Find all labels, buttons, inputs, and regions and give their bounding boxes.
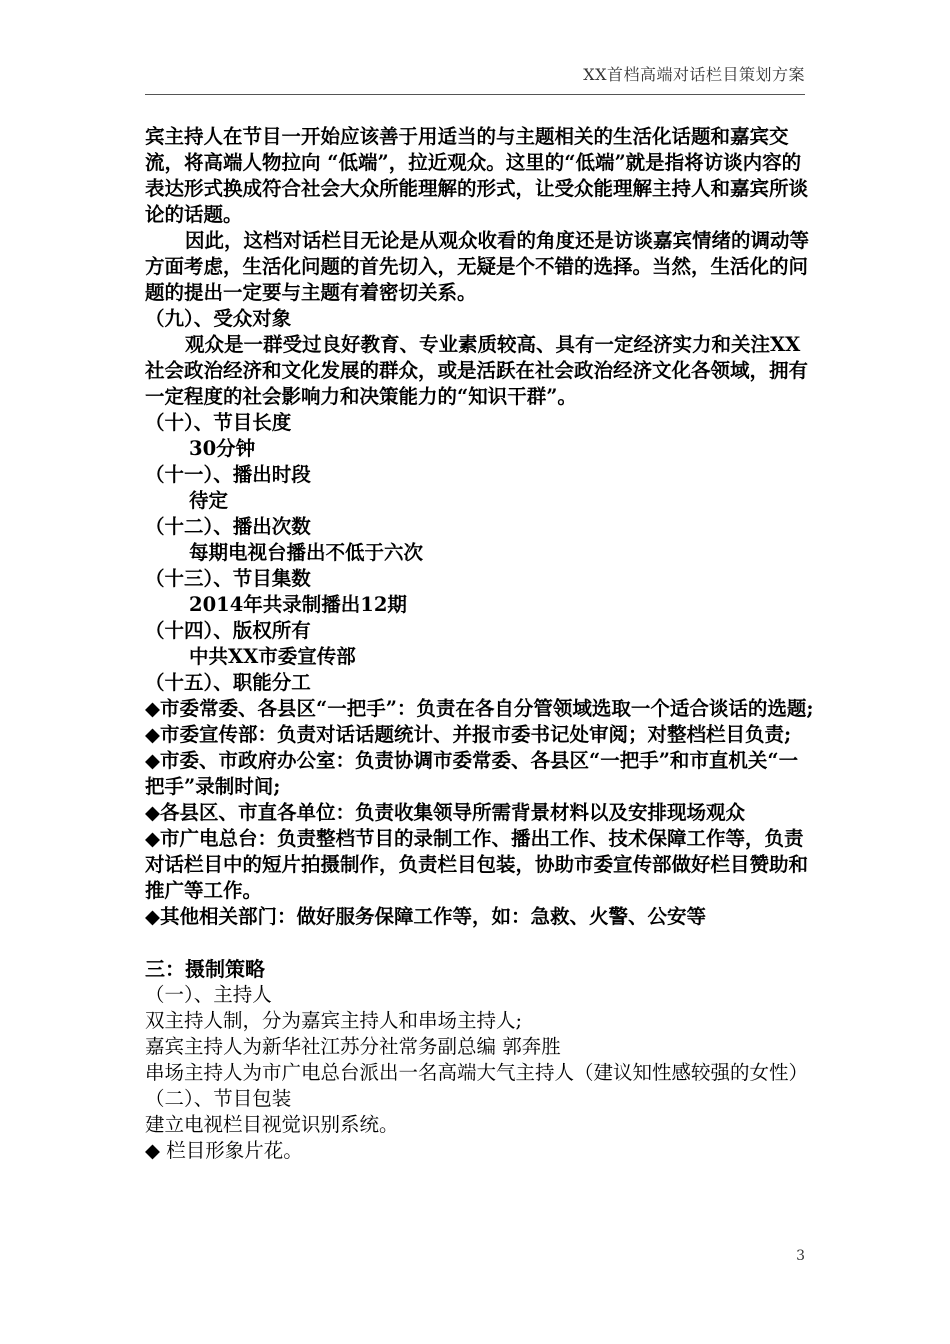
section-12-title: （十二）、播出次数 <box>145 515 311 538</box>
page-content <box>145 124 815 1164</box>
paragraph-2: 因此，这档对话栏目无论是从观众收看的角度还是访谈嘉宾情绪的调动等方面考虑，生活化问题的首先切入，无疑是个不错的选择。当然，生活化的问题的提出一定要与主题有着密切关系。 <box>145 229 810 304</box>
duty-item: ◆市广电总台：负责整档节目的录制工作、播出工作、技术保障工作等，负责对话栏目中的短片拍摄制作，负责栏目包装，协助市委宣传部做好栏目赞助和推广等工作。 <box>145 827 809 902</box>
section-12-text: 每期电视台播出不低于六次 <box>189 541 424 564</box>
blank-line <box>145 930 815 956</box>
section-13-text: 2014年共录制播出12期 <box>189 593 407 616</box>
subsection-2-title: （二）、节目包装 <box>145 1087 292 1110</box>
packaging-line: 建立电视栏目视觉识别系统。 <box>145 1113 399 1136</box>
paragraph-1: 宾主持人在节目一开始应该善于用适当的与主题相关的生活化话题和嘉宾交流，将高端人物拉向 “低端”，拉近观众。这里的“低端”就是指将访谈内容的表达形式换成符合社会大众所能理解的形式，让受众能理解主持人和嘉宾所谈论的话题。 <box>145 125 809 226</box>
section-14-text: 中共XX市委宣传部 <box>189 645 356 668</box>
page-number: 3 <box>796 1248 805 1264</box>
page-header-title: XX首档高端对话栏目策划方案 <box>583 65 805 84</box>
packaging-line: ◆ 栏目形象片花。 <box>145 1139 303 1162</box>
section-9-title: （九）、受众对象 <box>145 307 292 330</box>
duty-item: ◆各县区、市直各单位：负责收集领导所需背景材料以及安排现场观众 <box>145 801 745 824</box>
section-15-title: （十五）、职能分工 <box>145 671 311 694</box>
section-14-title: （十四）、版权所有 <box>145 619 311 642</box>
duty-item: ◆市委宣传部：负责对话话题统计、并报市委书记处审阅；对整档栏目负责; <box>145 723 792 746</box>
duty-item: ◆市委、市政府办公室：负责协调市委常委、各县区“一把手”和市直机关“一把手”录制时间; <box>145 749 799 798</box>
host-line: 嘉宾主持人为新华社江苏分社常务副总编 郭奔胜 <box>145 1035 561 1058</box>
duty-item: ◆市委常委、各县区“一把手”：负责在各自分管领域选取一个适合谈话的选题; <box>145 697 814 720</box>
section-10-title: （十）、节目长度 <box>145 411 292 434</box>
header-divider <box>145 94 805 95</box>
section-10-text: 30分钟 <box>189 437 256 460</box>
subsection-1-title: （一）、主持人 <box>145 983 272 1006</box>
section-3-heading: 三：摄制策略 <box>145 957 265 981</box>
section-13-title: （十三）、节目集数 <box>145 567 311 590</box>
section-11-text: 待定 <box>189 489 229 512</box>
host-line: 双主持人制，分为嘉宾主持人和串场主持人; <box>145 1009 523 1032</box>
host-line: 串场主持人为市广电总台派出一名高端大气主持人（建议知性感较强的女性） <box>145 1061 809 1084</box>
duty-item: ◆其他相关部门：做好服务保障工作等，如：急救、火警、公安等 <box>145 905 706 928</box>
section-11-title: （十一）、播出时段 <box>145 463 311 486</box>
section-9-text: 观众是一群受过良好教育、专业素质较高、具有一定经济实力和关注XX社会政治经济和文化发展的群众，或是活跃在社会政治经济文化各领域，拥有一定程度的社会影响力和决策能力的“知识干群”。 <box>145 333 809 408</box>
